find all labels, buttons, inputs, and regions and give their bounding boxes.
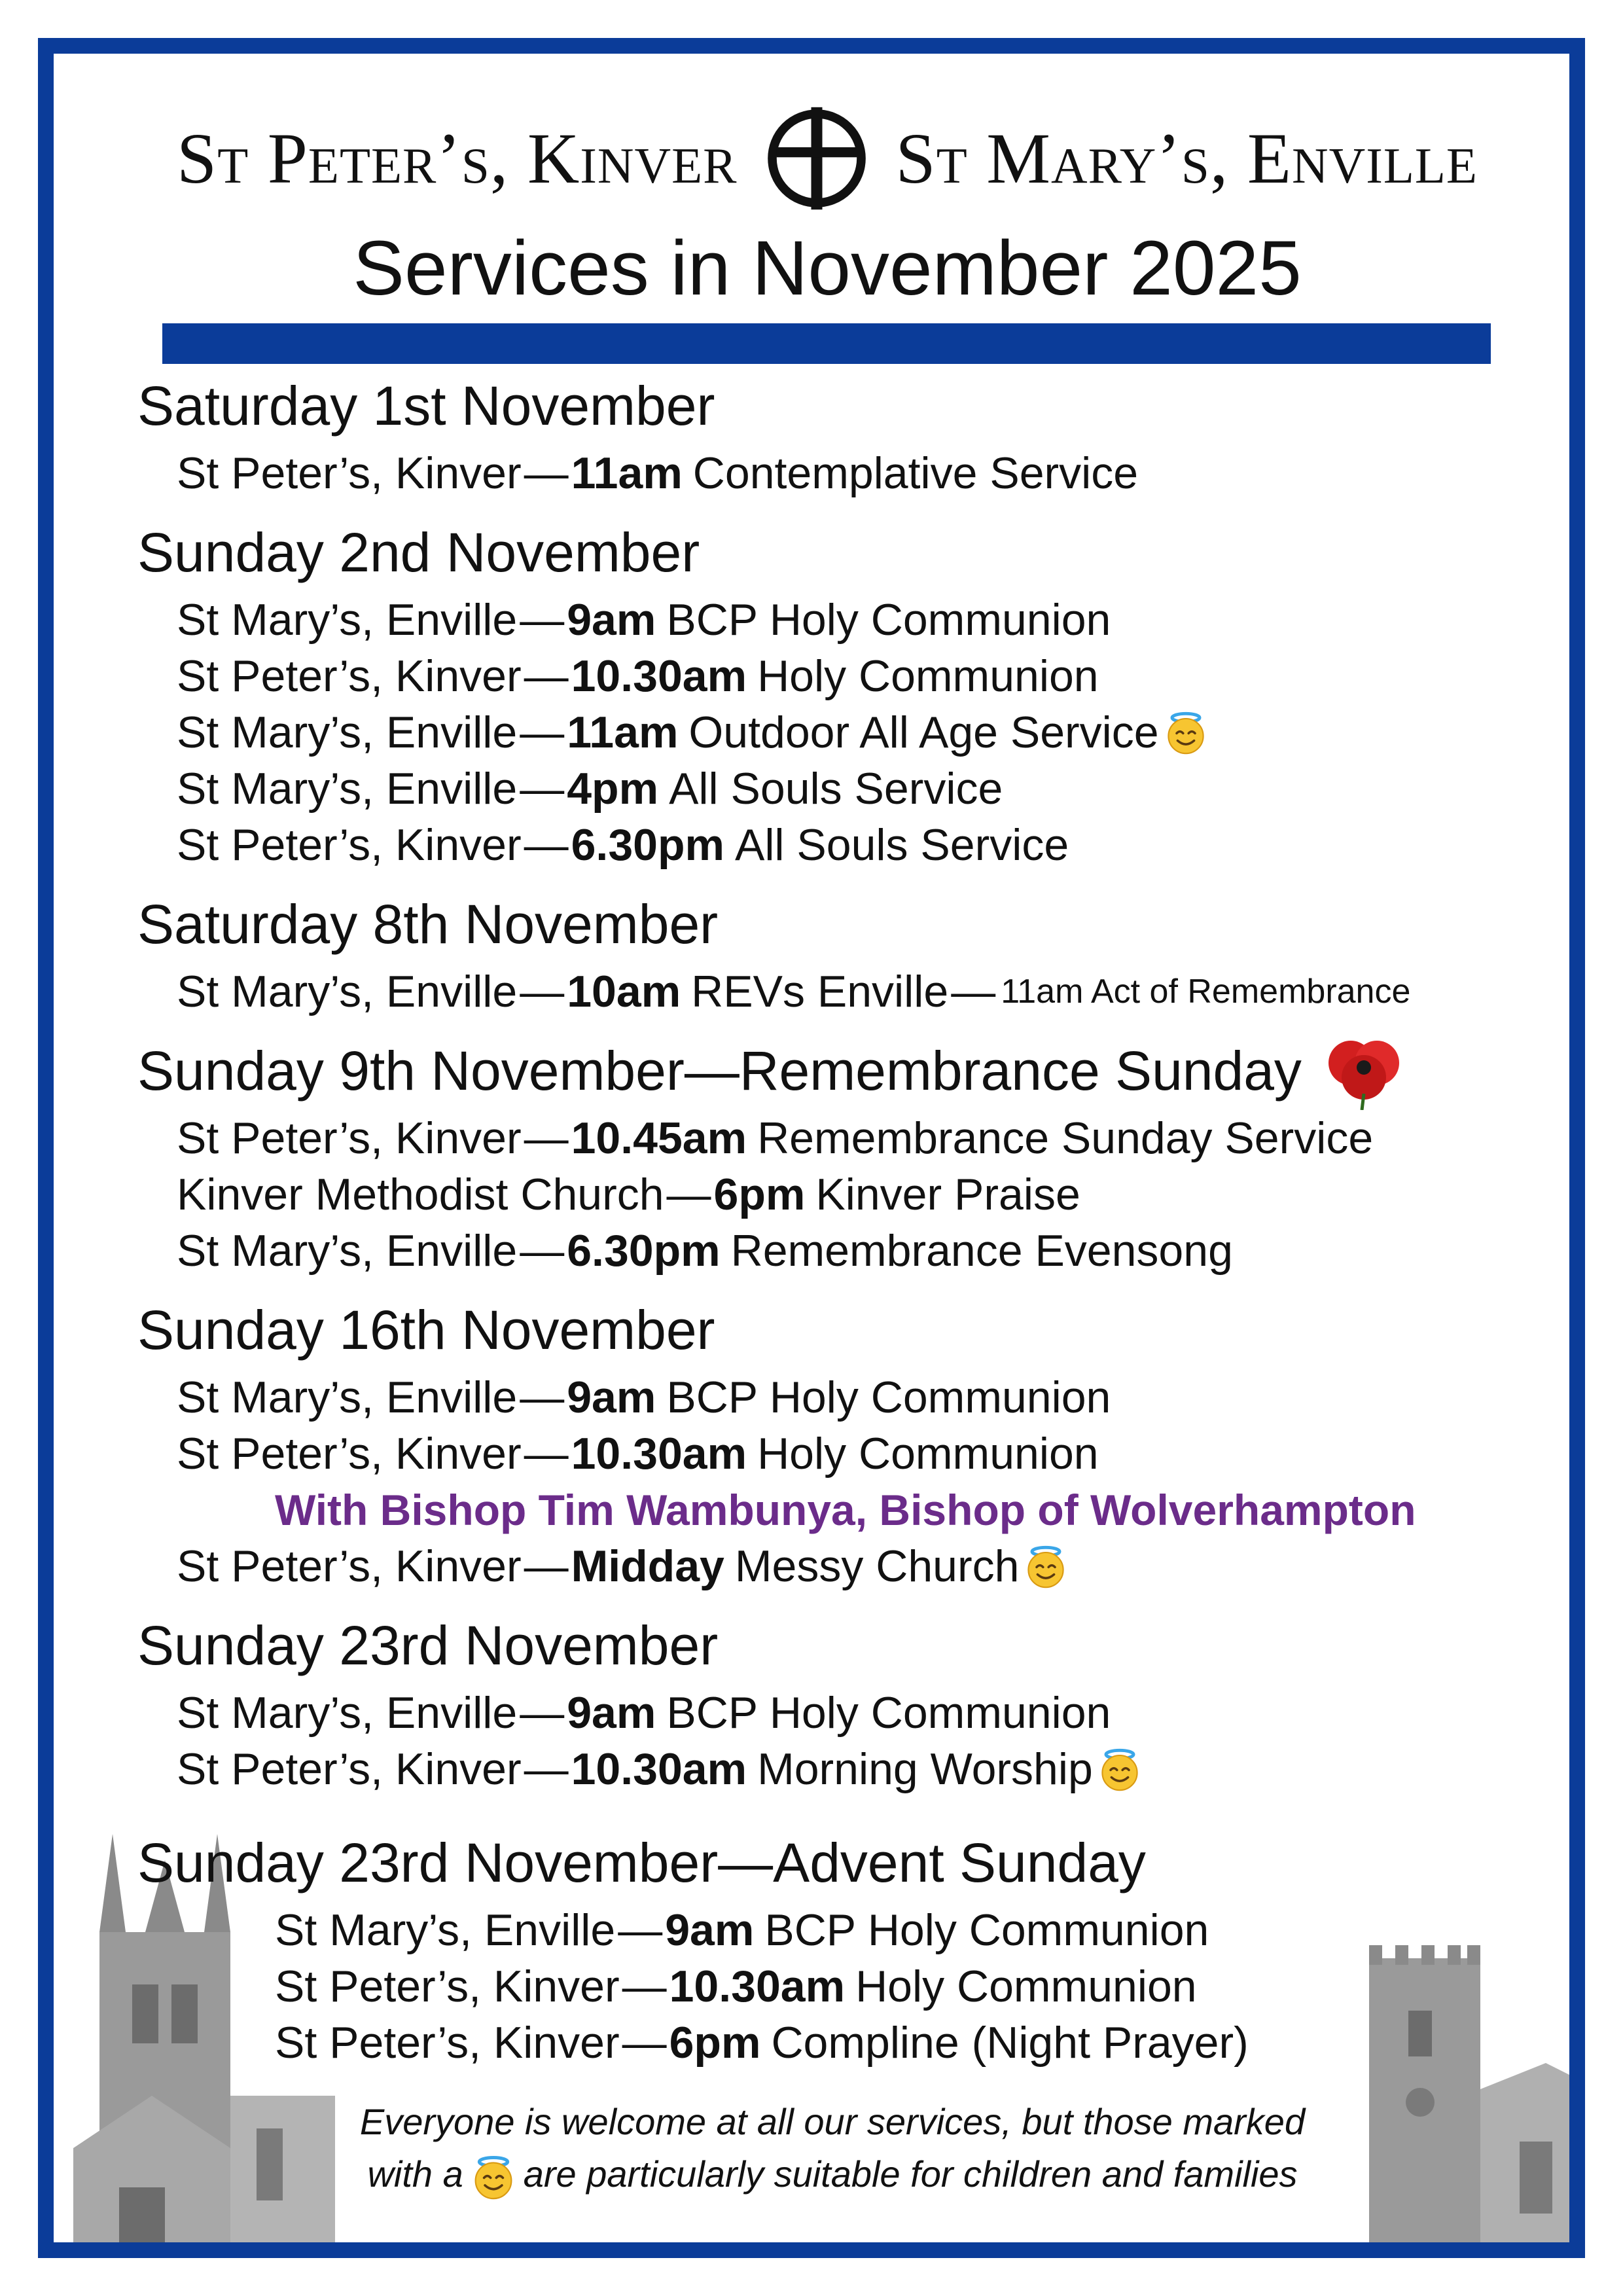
service-item [137,648,1551,704]
service-place: St Mary’s, Enville [177,967,518,1016]
service-schedule [137,367,1551,2071]
dash: — [524,448,569,498]
service-time: 9am [567,1372,656,1422]
dash: — [520,764,565,814]
service-description: REVs Enville [691,967,949,1016]
service-description: BCP Holy Communion [666,1372,1111,1422]
day-block [137,367,1551,501]
service-item [137,2015,1551,2071]
service-time: 11am [567,708,679,757]
service-description: All Souls Service [734,820,1069,870]
service-description: Kinver Praise [815,1170,1080,1219]
service-time: Midday [571,1541,724,1591]
dash: — [951,967,996,1016]
service-description: BCP Holy Communion [666,595,1111,645]
service-place: St Mary’s, Enville [275,1905,616,1955]
service-item [137,761,1551,817]
service-description: Holy Communion [757,1429,1099,1479]
service-description: Contemplative Service [692,448,1139,498]
service-description: All Souls Service [669,764,1003,814]
day-block [137,513,1551,873]
service-description: Compline (Night Prayer) [771,2018,1249,2068]
dash: — [520,1226,565,1276]
service-item [137,817,1551,873]
dash: — [622,1962,667,2011]
dash: — [520,1688,565,1738]
masthead [93,99,1561,217]
service-description: Outdoor All Age Service [688,708,1159,757]
page-frame [38,38,1585,2258]
service-item [137,1958,1551,2015]
dash: — [524,1744,569,1794]
service-item [137,1110,1551,1166]
welcome-note [270,2096,1395,2200]
service-description: Holy Communion [757,651,1099,701]
service-item [137,1166,1551,1223]
dash: — [666,1170,711,1219]
day-block [137,1606,1551,1797]
dash: — [622,2018,667,2068]
dash: — [520,1372,565,1422]
day-heading: Saturday 8th November [137,893,719,955]
service-place: St Peter’s, Kinver [177,1541,522,1591]
service-time: 6.30pm [567,1226,721,1276]
dash: — [524,1113,569,1163]
service-time: 10am [567,967,681,1016]
dash: — [520,967,565,1016]
service-time: 10.30am [669,1962,846,2011]
service-extra: 11am Act of Remembrance [1001,973,1411,1011]
day-block [137,1291,1551,1594]
service-time: 10.30am [571,1429,747,1479]
day-heading: Sunday 23rd November [137,1615,719,1676]
service-time: 6.30pm [571,820,724,870]
service-description: BCP Holy Communion [764,1905,1209,1955]
service-time: 9am [665,1905,755,1955]
service-item [137,1902,1551,1958]
day-block [137,1823,1551,2071]
service-time: 10.30am [571,1744,747,1794]
welcome-note-line1: Everyone is welcome at all our services, but those marked [359,2101,1306,2142]
smiling-face-with-halo-icon [1163,709,1209,755]
smiling-face-with-halo-icon [470,2153,517,2200]
cross-in-circle-icon [761,103,872,214]
service-place: St Mary’s, Enville [177,708,518,757]
day-block [137,1031,1551,1279]
page-title: Services in November 2025 [353,225,1302,312]
dash: — [520,708,565,757]
service-item [137,1741,1551,1797]
day-heading [137,1031,1551,1110]
service-description: BCP Holy Communion [666,1688,1111,1738]
service-item [137,1426,1551,1482]
service-time: 11am [571,448,683,498]
dash: — [618,1905,663,1955]
day-block [137,885,1551,1020]
service-description: Holy Communion [855,1962,1197,2011]
day-heading: Sunday 23rd November—Advent Sunday [137,1832,1146,1893]
church-name-kinver: St Peter’s, Kinver [177,118,738,198]
day-heading-text: Sunday 9th November—Remembrance Sunday [137,1040,1302,1102]
service-time: 10.45am [571,1113,747,1163]
service-place: St Peter’s, Kinver [275,1962,620,2011]
service-place: St Mary’s, Enville [177,1372,518,1422]
service-item [137,704,1551,761]
poppy-icon [1315,1031,1413,1110]
service-place: St Peter’s, Kinver [177,1429,522,1479]
welcome-note-line2 [270,2148,1395,2200]
service-time: 10.30am [571,651,747,701]
service-item [137,1685,1551,1741]
service-item [137,1223,1551,1279]
service-place: St Mary’s, Enville [177,1226,518,1276]
service-place: St Peter’s, Kinver [177,820,522,870]
service-place: St Peter’s, Kinver [177,1113,522,1163]
service-item [137,1538,1551,1594]
service-item [137,1369,1551,1426]
dash: — [524,651,569,701]
service-time: 9am [567,595,656,645]
service-item [137,592,1551,648]
day-heading: Sunday 2nd November [137,522,700,583]
day-heading: Sunday 16th November [137,1299,715,1361]
welcome-note-line2-end: are particularly suitable for children and families [523,2153,1298,2195]
service-place: St Peter’s, Kinver [177,1744,522,1794]
service-description: Remembrance Sunday Service [757,1113,1374,1163]
service-description: Messy Church [734,1541,1020,1591]
service-place: St Mary’s, Enville [177,595,518,645]
dash: — [520,595,565,645]
service-time: 6pm [713,1170,806,1219]
smiling-face-with-halo-icon [1097,1746,1143,1792]
service-place: Kinver Methodist Church [177,1170,664,1219]
church-name-enville: St Mary’s, Enville [895,118,1478,198]
service-time: 4pm [567,764,659,814]
service-time: 9am [567,1688,656,1738]
service-item [137,445,1551,501]
service-description: Remembrance Evensong [730,1226,1233,1276]
service-description: Morning Worship [757,1744,1093,1794]
service-place: St Peter’s, Kinver [177,448,522,498]
dash: — [524,820,569,870]
service-place: St Peter’s, Kinver [275,2018,620,2068]
service-item [137,963,1551,1020]
service-time: 6pm [669,2018,761,2068]
smiling-face-with-halo-icon [1023,1543,1069,1589]
service-place: St Mary’s, Enville [177,764,518,814]
dash: — [524,1541,569,1591]
welcome-note-line2-start: with a [367,2153,463,2195]
dash: — [524,1429,569,1479]
service-place: St Mary’s, Enville [177,1688,518,1738]
bishop-note: With Bishop Tim Wambunya, Bishop of Wolverhampton [275,1486,1416,1534]
day-heading: Saturday 1st November [137,375,715,437]
title-divider [162,323,1491,364]
service-place: St Peter’s, Kinver [177,651,522,701]
